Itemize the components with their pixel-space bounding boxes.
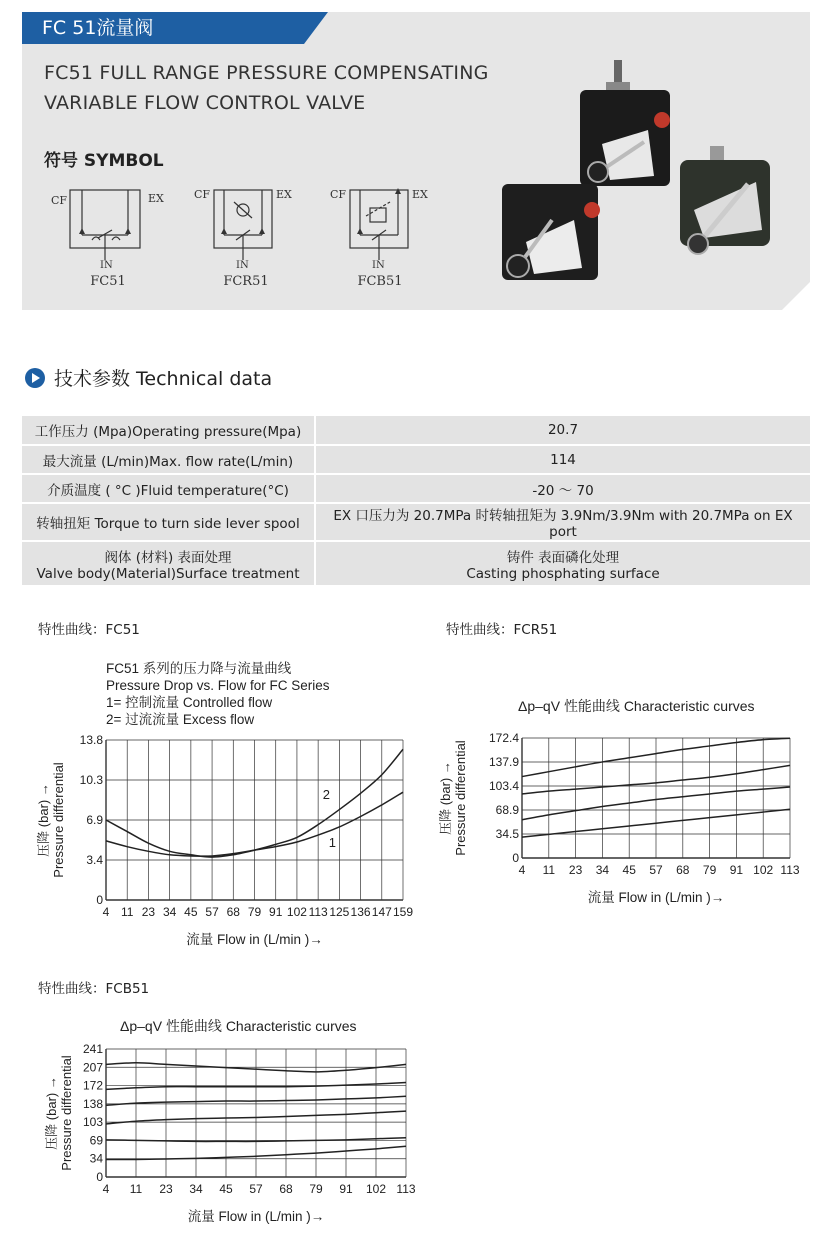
- x-tick-label: 102: [286, 905, 307, 919]
- tech-value: EX 口压力为 20.7MPa 时转轴扭矩为 3.9Nm/3.9Nm with 20.7MPa on EX port: [315, 503, 810, 541]
- y-tick-label: 138: [82, 1096, 103, 1111]
- tech-label-line1: 阀体 (材料) 表面处理: [104, 549, 232, 566]
- symbol-fcb51-cf: CF: [330, 188, 347, 201]
- technical-heading: [24, 364, 272, 391]
- x-tick-label: 102: [365, 1182, 387, 1196]
- x-tick-label: 91: [269, 905, 283, 919]
- tech-label: 介质温度 ( °C )Fluid temperature(°C): [22, 474, 315, 503]
- y-axis-label-en: Pressure differential: [453, 740, 468, 856]
- caption-fcr51: 特性曲线：FCR51: [446, 622, 558, 638]
- x-tick-label: 68: [226, 905, 240, 919]
- symbol-fcb51: [326, 180, 456, 276]
- technical-heading-label: 技术参数 Technical data: [54, 368, 273, 390]
- tech-label-line2: Valve body(Material)Surface treatment: [36, 565, 300, 582]
- x-tick-label: 34: [595, 863, 610, 877]
- chart-title-line: FC51 系列的压力降与流量曲线: [106, 661, 292, 676]
- product-title-line2: VARIABLE FLOW CONTROL VALVE: [44, 92, 366, 114]
- y-tick-label: 6.9: [86, 813, 103, 827]
- tech-value: 114: [315, 445, 810, 474]
- y-tick-label: 0: [512, 851, 519, 865]
- valve-photo-illustration: [498, 60, 788, 290]
- chart-fc51-svg: [30, 656, 430, 951]
- symbol-fcb51-ex: EX: [412, 188, 428, 201]
- x-axis-label: 流量 Flow in (L/min )→: [187, 1209, 325, 1224]
- symbol-fc51-cf: CF: [51, 194, 68, 207]
- y-axis-label-cn: 压降 (bar) →: [36, 783, 51, 857]
- y-tick-label: 103.4: [488, 779, 519, 793]
- symbol-fc51-ex: EX: [148, 192, 164, 205]
- x-tick-label: 79: [702, 863, 717, 877]
- y-tick-label: 69: [89, 1133, 103, 1148]
- x-axis-label: 流量 Flow in (L/min )→: [587, 890, 725, 905]
- tech-value: 20.7: [315, 416, 810, 445]
- tech-label: 转轴扭矩 Torque to turn side lever spool: [22, 503, 315, 541]
- x-tick-label: 159: [392, 905, 414, 919]
- chart-fcr51: [436, 696, 806, 925]
- symbol-fcr51-cf: CF: [194, 188, 211, 201]
- symbol-fcb51-caption: FCB51: [357, 274, 403, 289]
- x-tick-label: 113: [780, 863, 800, 877]
- symbol-fc51: [48, 180, 178, 276]
- y-tick-label: 0: [96, 1170, 103, 1184]
- y-tick-label: 172: [82, 1078, 103, 1093]
- x-axis-label: 流量 Flow in (L/min )→: [186, 932, 323, 947]
- symbol-fc51-diagram: [48, 180, 178, 272]
- y-tick-label: 10.3: [79, 773, 103, 787]
- tech-value-line1: 铸件 表面磷化处理: [506, 549, 620, 566]
- product-tag-label: FC 51流量阀: [42, 17, 154, 39]
- product-photo: [498, 60, 788, 294]
- y-tick-label: 207: [82, 1060, 103, 1075]
- symbol-fcr51-in: IN: [236, 260, 249, 271]
- symbol-heading: 符号 SYMBOL: [44, 151, 164, 171]
- x-tick-label: 23: [141, 905, 156, 919]
- y-tick-label: 68.9: [495, 803, 519, 817]
- x-tick-label: 102: [753, 863, 774, 877]
- x-tick-label: 4: [102, 1182, 110, 1196]
- x-tick-label: 113: [396, 1182, 416, 1196]
- series-annotation: 2: [322, 787, 331, 803]
- x-tick-label: 125: [329, 905, 350, 919]
- product-tag: [22, 12, 328, 44]
- x-tick-label: 68: [676, 863, 690, 877]
- product-title: [44, 58, 489, 118]
- x-tick-label: 68: [279, 1182, 293, 1196]
- x-tick-label: 4: [518, 863, 526, 877]
- y-axis-label-cn: 压降 (bar) →: [438, 761, 453, 835]
- chart-title-line: Pressure Drop vs. Flow for FC Series: [106, 678, 330, 693]
- y-tick-label: 0: [96, 893, 103, 907]
- x-tick-label: 147: [371, 905, 392, 919]
- chart-fcb51: [40, 1014, 430, 1233]
- symbol-fc51-caption: FC51: [90, 274, 126, 289]
- product-title-line1: FC51 FULL RANGE PRESSURE COMPENSATING: [44, 62, 489, 84]
- x-tick-label: 45: [622, 863, 636, 877]
- series-annotation: 1: [328, 835, 336, 851]
- chart-title-line: 2= 过流流量 Excess flow: [106, 712, 255, 727]
- chart-title: Δp–qV 性能曲线 Characteristic curves: [518, 698, 755, 714]
- x-tick-label: 34: [189, 1182, 203, 1196]
- y-axis-label-cn: 压降 (bar) →: [44, 1076, 59, 1150]
- symbol-fcr51: [190, 180, 320, 276]
- x-tick-label: 79: [309, 1182, 323, 1196]
- y-tick-label: 103: [82, 1115, 103, 1130]
- y-tick-label: 137.9: [488, 755, 519, 769]
- y-axis-label-en: Pressure differential: [59, 1055, 74, 1171]
- caption-fc51: 特性曲线：FC51: [38, 622, 140, 638]
- chart-fcb51-svg: [40, 1014, 430, 1229]
- x-tick-label: 11: [542, 863, 556, 877]
- x-tick-label: 57: [249, 1182, 263, 1196]
- x-tick-label: 45: [184, 905, 198, 919]
- y-axis-label-en: Pressure differential: [51, 762, 66, 878]
- tech-value: -20 ～ 70: [315, 474, 810, 503]
- symbol-fcr51-diagram: [190, 180, 320, 272]
- y-tick-label: 241: [82, 1042, 103, 1056]
- y-tick-label: 3.4: [86, 853, 103, 867]
- table-row: [22, 416, 810, 445]
- x-tick-label: 113: [308, 905, 328, 919]
- x-tick-label: 79: [247, 905, 262, 919]
- table-row: [22, 445, 810, 474]
- tech-label: [22, 541, 315, 586]
- x-tick-label: 4: [102, 905, 110, 919]
- chart-fc51: [30, 656, 430, 955]
- x-tick-label: 23: [159, 1182, 173, 1196]
- tech-value-line2: Casting phosphating surface: [466, 565, 660, 582]
- technical-table: [22, 416, 810, 587]
- chart-fcr51-svg: [436, 696, 806, 921]
- table-row: [22, 503, 810, 541]
- x-tick-label: 34: [162, 905, 177, 919]
- y-tick-label: 34.5: [495, 827, 519, 841]
- symbol-fcr51-ex: EX: [276, 188, 292, 201]
- y-tick-label: 13.8: [79, 733, 103, 747]
- x-tick-label: 91: [729, 863, 744, 877]
- symbol-fcr51-caption: FCR51: [223, 274, 269, 289]
- tech-label: 工作压力 (Mpa)Operating pressure(Mpa): [22, 416, 315, 445]
- y-tick-label: 172.4: [488, 731, 519, 745]
- table-row: [22, 474, 810, 503]
- symbol-fcb51-in: IN: [372, 260, 385, 271]
- x-tick-label: 57: [205, 905, 219, 919]
- x-tick-label: 11: [120, 905, 134, 919]
- chart-title-line: 1= 控制流量 Controlled flow: [106, 695, 273, 710]
- symbol-fcb51-diagram: [326, 180, 456, 272]
- y-tick-label: 34: [89, 1151, 103, 1166]
- x-tick-label: 57: [649, 863, 663, 877]
- x-tick-label: 91: [339, 1182, 353, 1196]
- x-tick-label: 11: [129, 1182, 143, 1196]
- x-tick-label: 45: [219, 1182, 233, 1196]
- table-row: [22, 541, 810, 586]
- caption-fcb51: 特性曲线：FCB51: [38, 981, 150, 997]
- chart-title: Δp–qV 性能曲线 Characteristic curves: [120, 1018, 357, 1034]
- symbol-fc51-in: IN: [100, 260, 113, 271]
- tech-label: 最大流量 (L/min)Max. flow rate(L/min): [22, 445, 315, 474]
- tech-value: [315, 541, 810, 586]
- play-circle-icon: [24, 367, 46, 389]
- x-tick-label: 136: [350, 905, 371, 919]
- x-tick-label: 23: [568, 863, 583, 877]
